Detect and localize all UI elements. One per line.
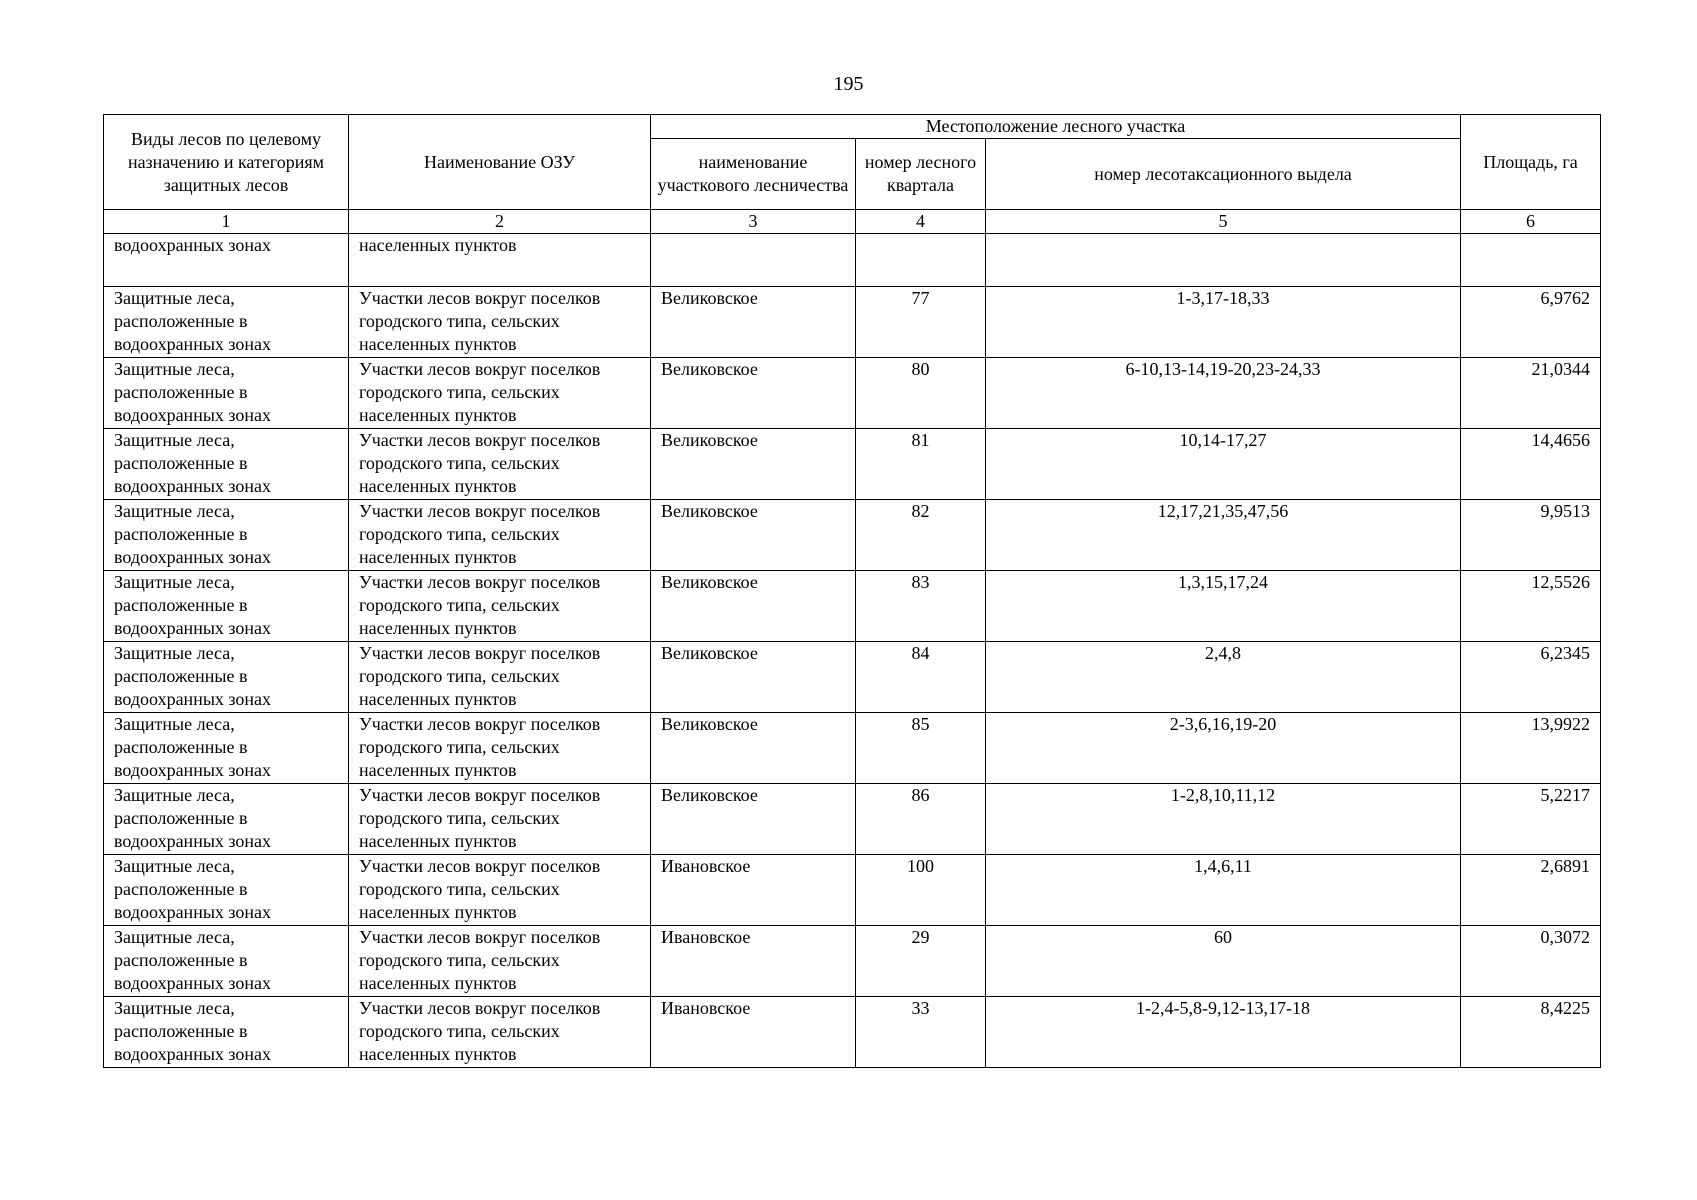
cell-forestry	[651, 234, 856, 287]
table-row	[104, 642, 1601, 713]
cell-forestry: Великовское	[651, 500, 856, 571]
cell-ozu-name: Участки лесов вокруг поселков городского типа, сельских населенных пунктов	[349, 571, 651, 642]
cell-forest-type: Защитные леса, расположенные в водоохранных зонах	[104, 713, 349, 784]
cell-forest-type: Защитные леса, расположенные в водоохранных зонах	[104, 784, 349, 855]
cell-forestry: Великовское	[651, 571, 856, 642]
table-row	[104, 571, 1601, 642]
header-plot-number: номер лесотаксационного выдела	[986, 139, 1461, 210]
cell-ozu-name: Участки лесов вокруг поселков городского типа, сельских населенных пунктов	[349, 997, 651, 1068]
cell-quarter: 86	[856, 784, 986, 855]
cell-area: 12,5526	[1461, 571, 1601, 642]
cell-forestry: Великовское	[651, 287, 856, 358]
cell-ozu-name: Участки лесов вокруг поселков городского типа, сельских населенных пунктов	[349, 713, 651, 784]
column-number: 2	[349, 210, 651, 234]
cell-area: 5,2217	[1461, 784, 1601, 855]
cell-ozu-name: Участки лесов вокруг поселков городского типа, сельских населенных пунктов	[349, 358, 651, 429]
cell-area: 0,3072	[1461, 926, 1601, 997]
cell-quarter: 82	[856, 500, 986, 571]
cell-forestry: Ивановское	[651, 926, 856, 997]
cell-area: 8,4225	[1461, 997, 1601, 1068]
cell-quarter: 85	[856, 713, 986, 784]
table-row	[104, 997, 1601, 1068]
cell-plots: 1-3,17-18,33	[986, 287, 1461, 358]
header-area: Площадь, га	[1461, 115, 1601, 210]
cell-forestry: Великовское	[651, 713, 856, 784]
cell-forest-type: Защитные леса, расположенные в водоохранных зонах	[104, 429, 349, 500]
table-row	[104, 784, 1601, 855]
cell-quarter: 81	[856, 429, 986, 500]
cell-forest-type: водоохранных зонах	[104, 234, 349, 287]
cell-quarter: 83	[856, 571, 986, 642]
cell-area: 6,9762	[1461, 287, 1601, 358]
header-location-group: Местоположение лесного участка	[651, 115, 1461, 139]
column-number: 3	[651, 210, 856, 234]
cell-forest-type: Защитные леса, расположенные в водоохранных зонах	[104, 358, 349, 429]
cell-plots: 1,4,6,11	[986, 855, 1461, 926]
cell-area: 21,0344	[1461, 358, 1601, 429]
table-row	[104, 926, 1601, 997]
cell-quarter	[856, 234, 986, 287]
cell-forest-type: Защитные леса, расположенные в водоохранных зонах	[104, 500, 349, 571]
cell-forest-type: Защитные леса, расположенные в водоохранных зонах	[104, 287, 349, 358]
cell-ozu-name: Участки лесов вокруг поселков городского типа, сельских населенных пунктов	[349, 855, 651, 926]
cell-forestry: Великовское	[651, 429, 856, 500]
table-row	[104, 358, 1601, 429]
forest-plots-table	[103, 114, 1601, 1068]
cell-area: 2,6891	[1461, 855, 1601, 926]
continuation-row	[104, 234, 1601, 287]
cell-plots: 6-10,13-14,19-20,23-24,33	[986, 358, 1461, 429]
cell-area	[1461, 234, 1601, 287]
cell-quarter: 84	[856, 642, 986, 713]
cell-forestry: Великовское	[651, 358, 856, 429]
cell-forestry: Ивановское	[651, 997, 856, 1068]
cell-area: 9,9513	[1461, 500, 1601, 571]
cell-plots: 10,14-17,27	[986, 429, 1461, 500]
cell-ozu-name: Участки лесов вокруг поселков городского типа, сельских населенных пунктов	[349, 784, 651, 855]
cell-plots: 2,4,8	[986, 642, 1461, 713]
cell-area: 13,9922	[1461, 713, 1601, 784]
cell-area: 6,2345	[1461, 642, 1601, 713]
cell-ozu-name: населенных пунктов	[349, 234, 651, 287]
cell-area: 14,4656	[1461, 429, 1601, 500]
cell-ozu-name: Участки лесов вокруг поселков городского типа, сельских населенных пунктов	[349, 429, 651, 500]
page-number: 195	[833, 73, 864, 95]
cell-forestry: Великовское	[651, 642, 856, 713]
cell-forest-type: Защитные леса, расположенные в водоохранных зонах	[104, 855, 349, 926]
table-row	[104, 713, 1601, 784]
cell-forestry: Ивановское	[651, 855, 856, 926]
column-number: 4	[856, 210, 986, 234]
cell-quarter: 29	[856, 926, 986, 997]
cell-forest-type: Защитные леса, расположенные в водоохранных зонах	[104, 926, 349, 997]
cell-ozu-name: Участки лесов вокруг поселков городского типа, сельских населенных пунктов	[349, 287, 651, 358]
header-forestry-name: наименование участкового лесничества	[651, 139, 856, 210]
cell-plots: 2-3,6,16,19-20	[986, 713, 1461, 784]
cell-plots	[986, 234, 1461, 287]
header-quarter-number: номер лесного квартала	[856, 139, 986, 210]
cell-plots: 1-2,4-5,8-9,12-13,17-18	[986, 997, 1461, 1068]
cell-quarter: 100	[856, 855, 986, 926]
cell-forest-type: Защитные леса, расположенные в водоохранных зонах	[104, 642, 349, 713]
column-number: 5	[986, 210, 1461, 234]
cell-forestry: Великовское	[651, 784, 856, 855]
table-row	[104, 287, 1601, 358]
cell-forest-type: Защитные леса, расположенные в водоохранных зонах	[104, 997, 349, 1068]
cell-quarter: 77	[856, 287, 986, 358]
cell-ozu-name: Участки лесов вокруг поселков городского типа, сельских населенных пунктов	[349, 926, 651, 997]
table-row	[104, 429, 1601, 500]
cell-forest-type: Защитные леса, расположенные в водоохранных зонах	[104, 571, 349, 642]
column-number: 1	[104, 210, 349, 234]
cell-ozu-name: Участки лесов вокруг поселков городского типа, сельских населенных пунктов	[349, 642, 651, 713]
table-row	[104, 855, 1601, 926]
header-ozu-name: Наименование ОЗУ	[349, 115, 651, 210]
cell-quarter: 80	[856, 358, 986, 429]
column-number: 6	[1461, 210, 1601, 234]
cell-plots: 12,17,21,35,47,56	[986, 500, 1461, 571]
table-row	[104, 500, 1601, 571]
cell-ozu-name: Участки лесов вокруг поселков городского типа, сельских населенных пунктов	[349, 500, 651, 571]
cell-plots: 1-2,8,10,11,12	[986, 784, 1461, 855]
cell-plots: 60	[986, 926, 1461, 997]
header-forest-type: Виды лесов по целевому назначению и категориям защитных лесов	[104, 115, 349, 210]
table-body	[104, 234, 1601, 1068]
cell-plots: 1,3,15,17,24	[986, 571, 1461, 642]
cell-quarter: 33	[856, 997, 986, 1068]
